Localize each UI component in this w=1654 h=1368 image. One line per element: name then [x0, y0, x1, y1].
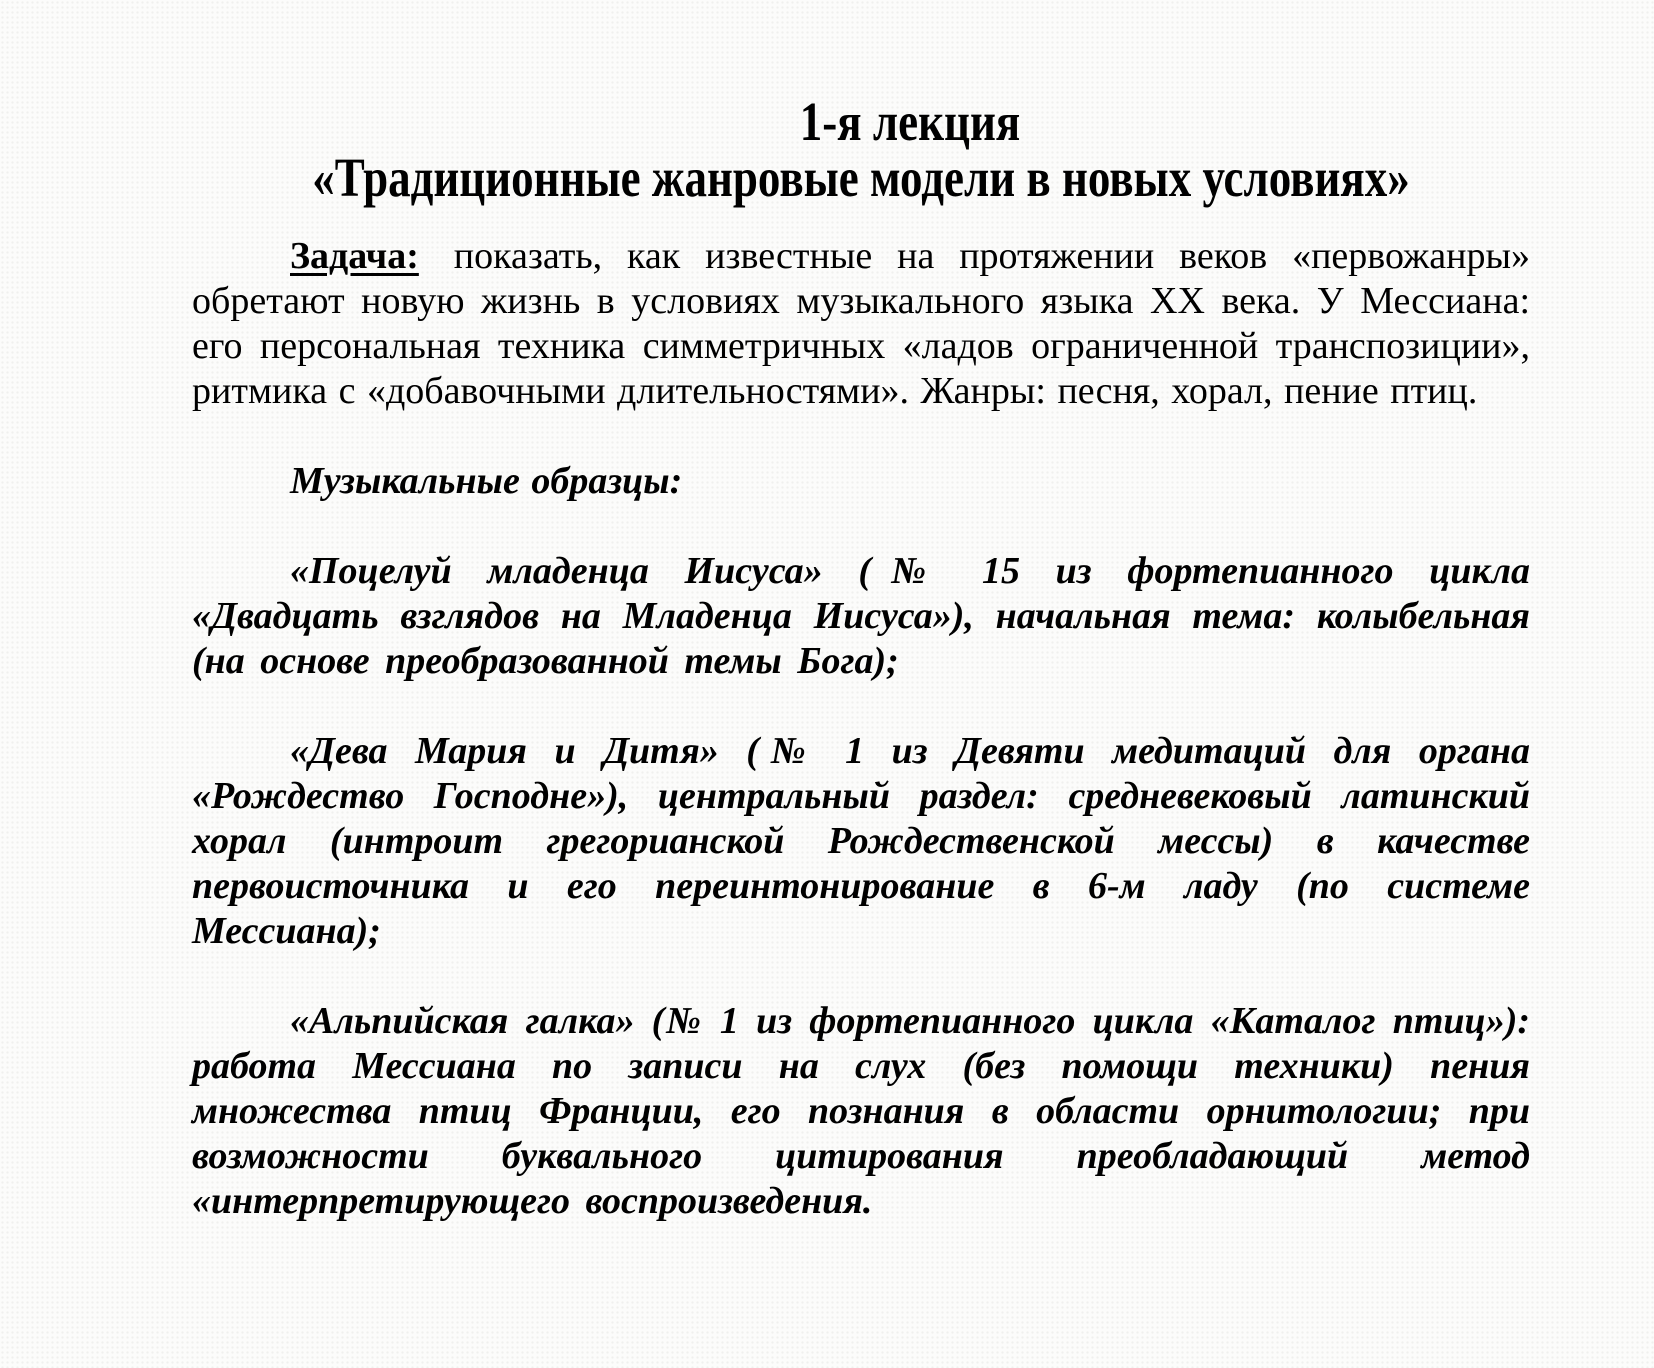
example-paragraph-2: «Дева Мария и Дитя» (№ 1 из Девяти медитаций для органа «Рождество Господне»), центральный раздел: средневековый латинский хорал (интроит грегорианской Рождественской мессы) в качестве первоисточника и его переинтонирование в 6-м ладу (по системе Мессиана);	[192, 730, 1530, 952]
example-paragraph-1: «Поцелуй младенца Иисуса» (№ 15 из фортепианного цикла «Двадцать взглядов на Младенца Иисуса»), начальная тема: колыбельная (на основе преобразованной темы Бога);	[192, 550, 1530, 682]
task-paragraph	[192, 234, 1530, 414]
task-text: показать, как известные на протяжении веков «первожанры» обретают новую жизнь в условиях музыкального языка ХХ века. У Мессиана: его персональная техника симметричных «ладов ограниченной транспозиции», ритмика с «добавочными длительностями». Жанры: песня, хорал, пение птиц.	[192, 235, 1530, 412]
examples-heading: Музыкальные образцы:	[290, 460, 683, 502]
task-label: Задача:	[290, 235, 419, 277]
lecture-subtitle: «Традиционные жанровые модели в новых условиях»	[312, 147, 1410, 209]
lecture-title	[192, 91, 1530, 209]
example-paragraph-3: «Альпийская галка» (№ 1 из фортепианного цикла «Каталог птиц»): работа Мессиана по записи на слух (без помощи техники) пения множества птиц Франции, его познания в области орнитологии; при возможности буквального цитирования преобладающий метод «интерпретирующего воспроизведения.	[192, 1000, 1530, 1222]
lecture-number: 1-я лекция	[799, 91, 1021, 153]
